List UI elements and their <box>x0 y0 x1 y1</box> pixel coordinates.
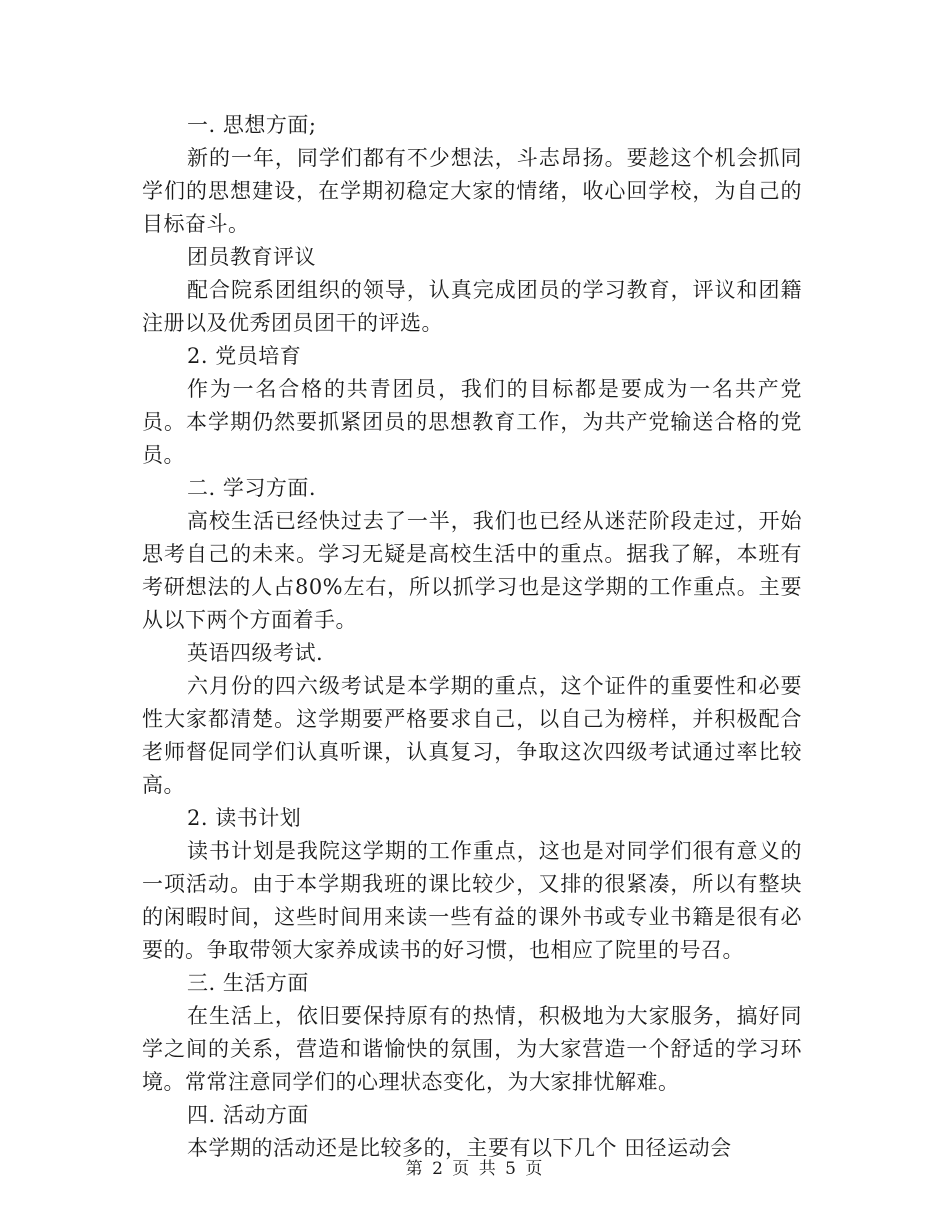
section-heading-thought: 一. 思想方面; <box>187 113 317 137</box>
paragraph-league-evaluation: 配合院系团组织的领导，认真完成团员的学习教育，评议和团籍注册以及优秀团员团干的评选。 <box>142 278 802 335</box>
document-body <box>142 109 802 1165</box>
paragraph-party-training: 作为一名合格的共青团员，我们的目标都是要成为一名共产党员。本学期仍然要抓紧团员的思想教育工作，为共产党输送合格的党员。 <box>142 377 802 467</box>
section-heading-life: 三. 生活方面 <box>187 971 309 995</box>
paragraph-study: 高校生活已经快过去了一半，我们也已经从迷茫阶段走过，开始思考自己的未来。学习无疑是高校生活中的重点。据我了解，本班有考研想法的人占80%左右，所以抓学习也是这学期的工作重点。主要从以下两个方面着手。 <box>142 509 802 632</box>
subheading-cet4: 英语四级考试. <box>187 641 324 665</box>
section-heading-activities: 四. 活动方面 <box>187 1103 309 1127</box>
paragraph-life: 在生活上，依旧要保持原有的热情，积极地为大家服务，搞好同学之间的关系，营造和谐愉快的氛围，为大家营造一个舒适的学习环境。常常注意同学们的心理状态变化，为大家排忧解难。 <box>142 1004 802 1094</box>
paragraph-activities: 本学期的活动还是比较多的，主要有以下几个 田径运动会 <box>187 1136 732 1160</box>
subheading-league-evaluation: 团员教育评议 <box>187 245 316 269</box>
paragraph-reading-plan: 读书计划是我院这学期的工作重点，这也是对同学们很有意义的一项活动。由于本学期我班的课比较少，又排的很紧凑，所以有整块的闲暇时间，这些时间用来读一些有益的课外书或专业书籍是很有必要的。争取带领大家养成读书的好习惯，也相应了院里的号召。 <box>142 839 802 962</box>
section-heading-study: 二. 学习方面. <box>187 476 317 500</box>
page-number-footer: 第 2 页 共 5 页 <box>405 1159 545 1179</box>
paragraph-thought: 新的一年，同学们都有不少想法，斗志昂扬。要趁这个机会抓同学们的思想建设，在学期初稳定大家的情绪，收心回学校，为自己的目标奋斗。 <box>142 146 802 236</box>
subheading-reading-plan: 2. 读书计划 <box>187 806 302 830</box>
subheading-party-training: 2. 党员培育 <box>187 344 302 368</box>
paragraph-cet4: 六月份的四六级考试是本学期的重点，这个证件的重要性和必要性大家都清楚。这学期要严格要求自己，以自己为榜样，并积极配合老师督促同学们认真听课，认真复习，争取这次四级考试通过率比较高。 <box>142 674 802 797</box>
